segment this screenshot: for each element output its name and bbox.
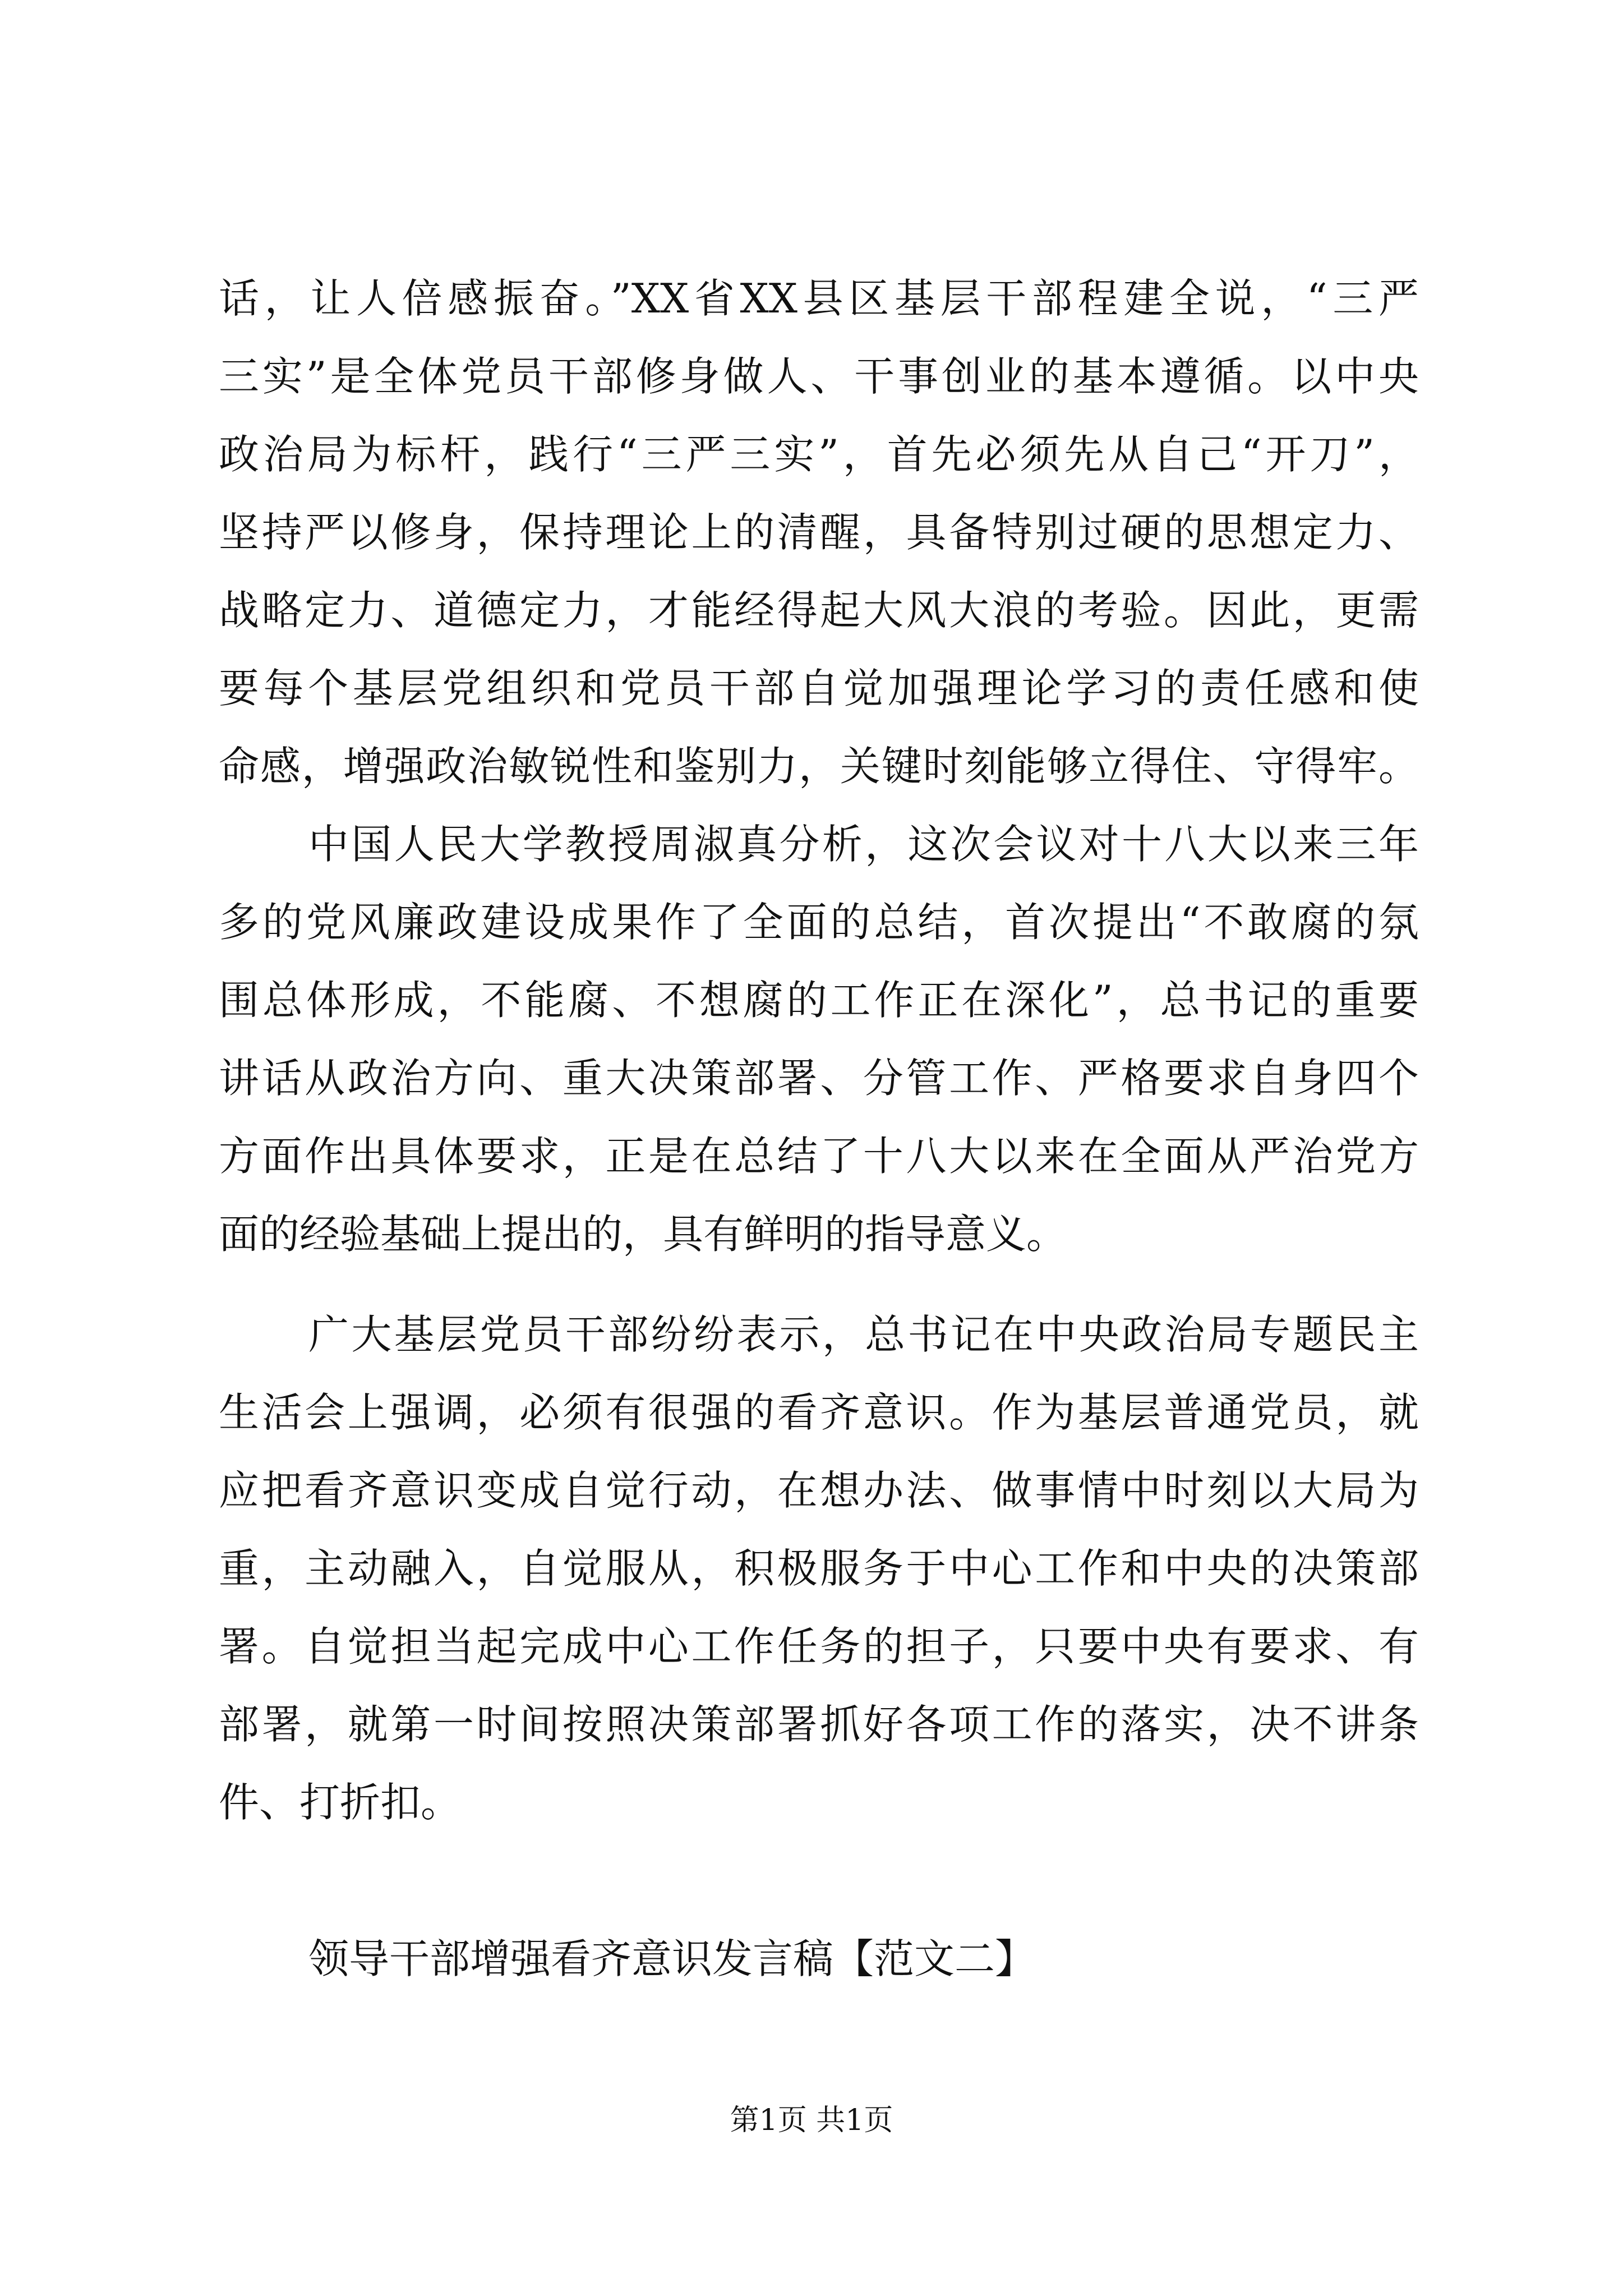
paragraph-1-line-4: 坚持严以修身，保持理论上的清醒，具备特别过硬的思想定力、 (219, 509, 1419, 556)
section-heading: 领导干部增强看齐意识发言稿【范文二】 (308, 1935, 1036, 1982)
paragraph-3-line-7: 件、打折扣。 (219, 1779, 462, 1826)
paragraph-3-line-1: 广大基层党员干部纷纷表示，总书记在中央政治局专题民主 (308, 1311, 1419, 1358)
paragraph-1-line-2: 三实”是全体党员干部修身做人、干事创业的基本遵循。以中央 (219, 353, 1419, 400)
paragraph-1-line-1: 话，让人倍感振奋。”XX省XX县区基层干部程建全说，“三严 (219, 275, 1419, 322)
paragraph-1-line-7: 命感，增强政治敏锐性和鉴别力，关键时刻能够立得住、守得牢。 (219, 743, 1419, 790)
paragraph-3-line-6: 部署，就第一时间按照决策部署抓好各项工作的落实，决不讲条 (219, 1701, 1419, 1748)
paragraph-2-line-5: 方面作出具体要求，正是在总结了十八大以来在全面从严治党方 (219, 1133, 1419, 1180)
paragraph-2-line-6: 面的经验基础上提出的，具有鲜明的指导意义。 (219, 1211, 1067, 1258)
paragraph-2-line-4: 讲话从政治方向、重大决策部署、分管工作、严格要求自身四个 (219, 1055, 1419, 1102)
paragraph-3-line-5: 署。自觉担当起完成中心工作任务的担子，只要中央有要求、有 (219, 1623, 1419, 1670)
paragraph-3-line-4: 重，主动融入，自觉服从，积极服务于中心工作和中央的决策部 (219, 1545, 1419, 1592)
paragraph-2-line-3: 围总体形成，不能腐、不想腐的工作正在深化”，总书记的重要 (219, 977, 1419, 1024)
paragraph-1-line-5: 战略定力、道德定力，才能经得起大风大浪的考验。因此，更需 (219, 587, 1419, 634)
paragraph-1-line-6: 要每个基层党组织和党员干部自觉加强理论学习的责任感和使 (219, 665, 1419, 712)
paragraph-1-line-3: 政治局为标杆，践行“三严三实”，首先必须先从自己“开刀”， (219, 431, 1419, 478)
paragraph-2-line-1: 中国人民大学教授周淑真分析，这次会议对十八大以来三年 (308, 821, 1419, 868)
paragraph-3-line-3: 应把看齐意识变成自觉行动，在想办法、做事情中时刻以大局为 (219, 1467, 1419, 1514)
paragraph-3-line-2: 生活会上强调，必须有很强的看齐意识。作为基层普通党员，就 (219, 1389, 1419, 1436)
paragraph-2-line-2: 多的党风廉政建设成果作了全面的总结，首次提出“不敢腐的氛 (219, 899, 1419, 946)
page-footer: 第1页 共1页 (730, 2104, 893, 2137)
